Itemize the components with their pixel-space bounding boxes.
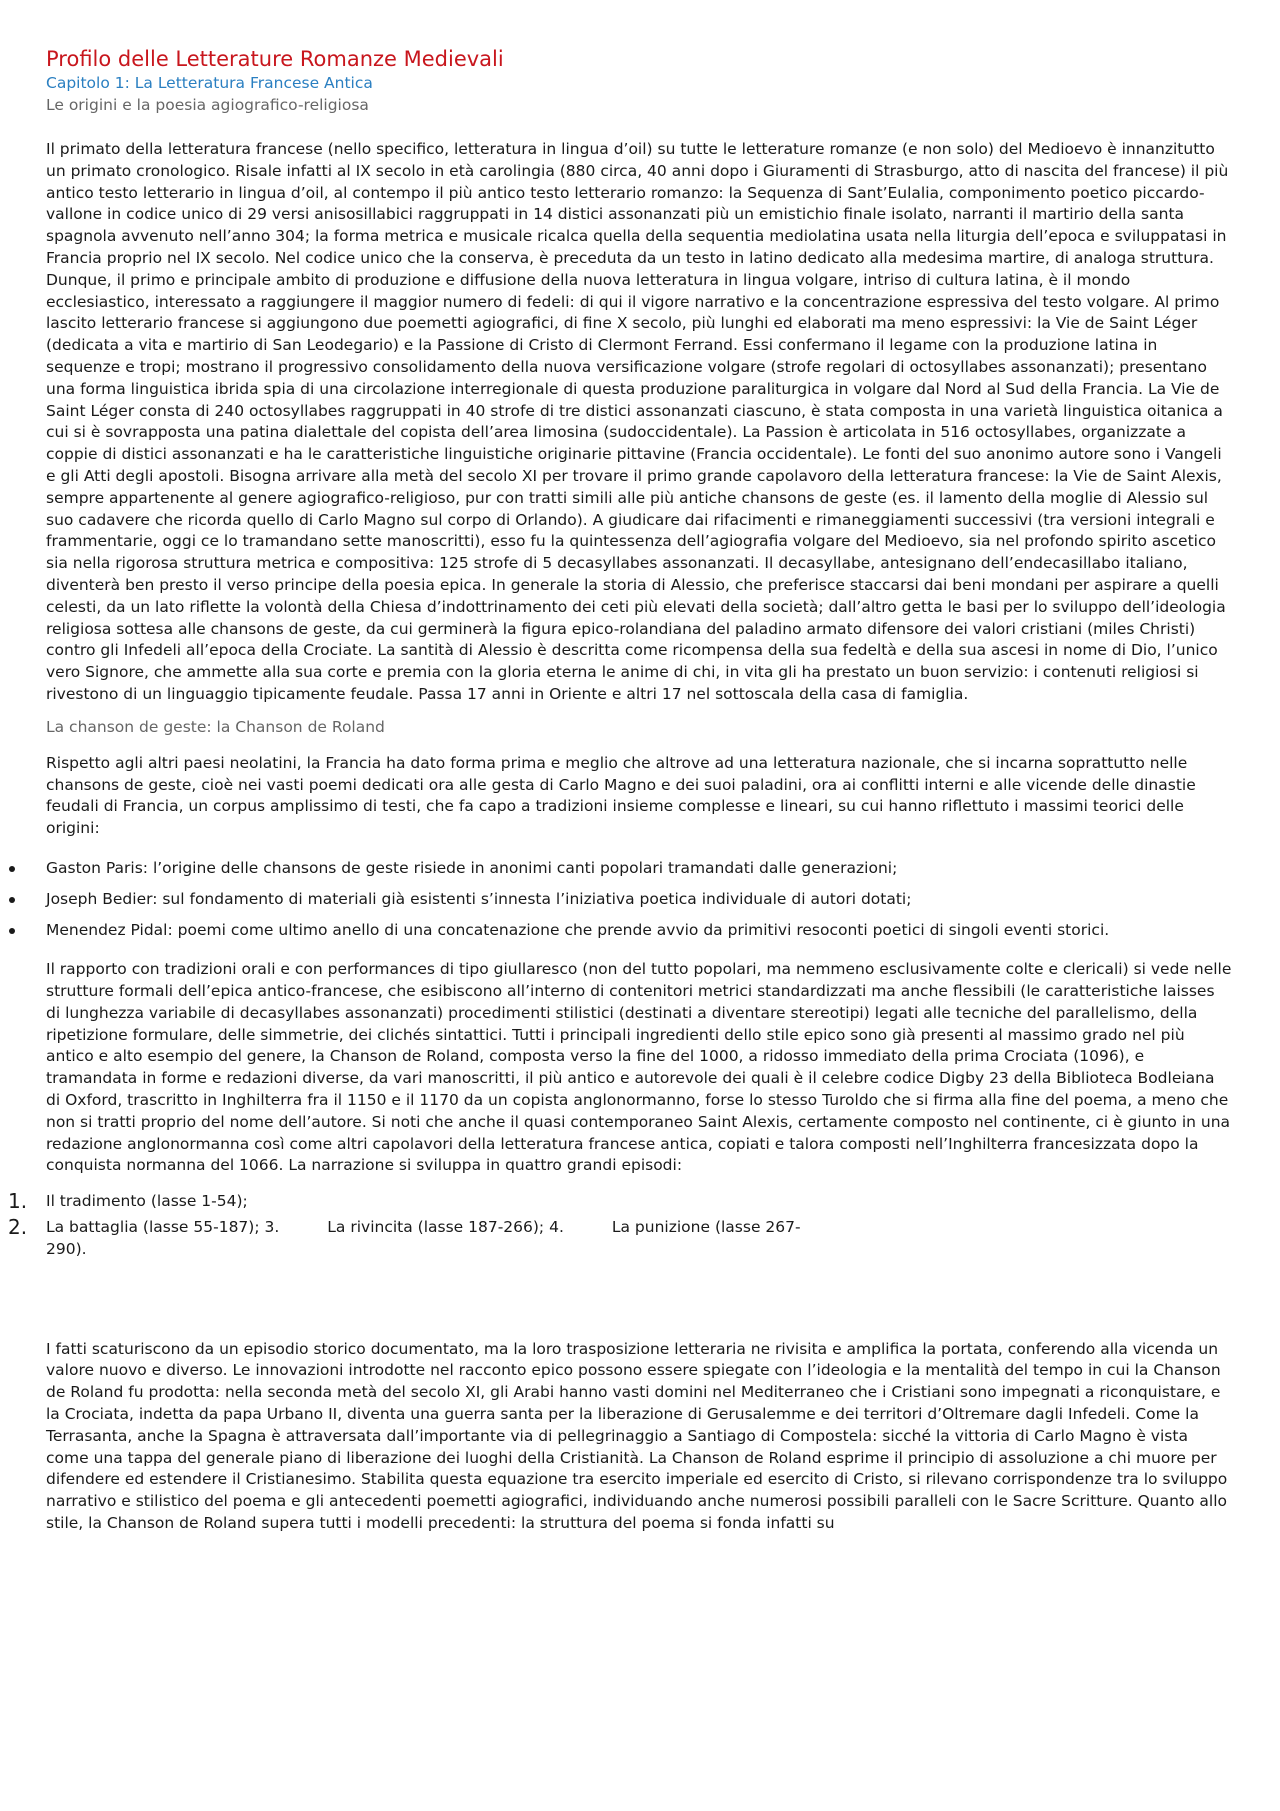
list-item-text: Menendez Pidal: poemi come ultimo anello di una concatenazione che prende avvio da primitivi resoconti poetici di singoli eventi storici. [46, 920, 1110, 939]
paragraph-chanson-intro: Rispetto agli altri paesi neolatini, la Francia ha dato forma prima e meglio che altrove ad una letteratura nazionale, che si incarna soprattutto nelle chansons de geste, cioè nei vasti poemi dedicati ora alle gesta di Carlo Magno e dei suoi paladini, ora ai conflitti interni e alle vicende delle dinastie feudali di Francia, un corpus amplissimo di testi, che fa capo a tradizioni insieme complesse e lineari, su cui hanno riflettuto i massimi teorici delle origini: [46, 753, 1196, 838]
list-item [46, 858, 1232, 880]
episode-text: 290). [46, 1239, 87, 1258]
chapter-heading: Capitolo 1: La Letteratura Francese Antica [46, 74, 373, 92]
document-content [8, 46, 1232, 1535]
list-item [46, 920, 1232, 942]
episodes-list [8, 1189, 1232, 1260]
paragraph-oral-tradition: Il rapporto con tradizioni orali e con performances di tipo giullaresco (non del tutto popolari, ma nemmeno esclusivamente colte e clericali) si vede nelle strutture formali dell’epica antico-francese, che esibiscono all’interno di contenitori metrici standardizzati ma anche flessibili (le caratteristiche laisses di lunghezza variabile di decasyllabes assonanzati) procedimenti stilistici (destinati a diventare stereotipi) legati alle tecniche del parallelismo, della ripetizione formulare, delle simmetrie, dei clichés sintattici. Tutti i principali ingredienti dello stile epico sono già presenti al massimo grado nel più antico e alto esempio del genere, la Chanson de Roland, composta verso la fine del 1000, a ridosso immediato della prima Crociata (1096), e tramandata in forme e redazioni diverse, da vari manoscritti, il più antico e autorevole dei quali è il celebre codice Digby 23 della Biblioteca Bodleiana di Oxford, trascritto in Inghilterra fra il 1150 e il 1170 da un copista anglonormanno, forse lo stesso Turoldo che si firma alla fine del poema, a meno che non si tratti proprio del nome dell’autore. Si noti che anche il quasi contemporaneo Saint Alexis, certamente composto nel continente, ci è giunto in una redazione anglonormanna così come altri capolavori della letteratura francese antica, copiati e talora composti nell’Inghilterra francesizzata dopo la conquista normanna del 1066. La narrazione si sviluppa in quattro grandi episodi: [46, 960, 1232, 1175]
theorists-list [46, 858, 1232, 941]
list-item-text: Gaston Paris: l’origine delle chansons de geste risiede in anonimi canti popolari tramandati dalle generazioni; [46, 858, 898, 877]
episode-text: La battaglia (lasse 55-187); 3. [46, 1218, 280, 1237]
paragraph-origins: Il primato della letteratura francese (nello specifico, letteratura in lingua d’oil) su tutte le letterature romanze (e non solo) del Medioevo è innanzitutto un primato cronologico. Risale infatti al IX secolo in età carolingia (880 circa, 40 anni dopo i Giuramenti di Strasburgo, atto di nascita del francese) il più antico testo letterario in lingua d’oil, al contempo il più antico testo letterario romanzo: la Sequenza di Sant’Eulalia, componimento poetico piccardo-vallone in codice unico di 29 versi anisosillabici raggruppati in 14 distici assonanzati più un emistichio finale isolato, narranti il martirio della santa spagnola avvenuto nell’anno 304; la forma metrica e musicale ricalca quella della sequentia mediolatina usata nella liturgia dell’epoca e sviluppatasi in Francia proprio nel IX secolo. Nel codice unico che la conserva, è preceduta da un testo in latino dedicato alla medesima martire, di analoga struttura. Dunque, il primo e principale ambito di produzione e diffusione della nuova letteratura in lingua volgare, intriso di cultura latina, è il mondo ecclesiastico, interessato a raggiungere il maggior numero di fedeli: di qui il vigore narrativo e la concentrazione espressiva del testo volgare. Al primo lascito letterario francese si aggiungono due poemetti agiografici, di fine X secolo, più lunghi ed elaborati ma meno espressivi: la Vie de Saint Léger (dedicata a vita e martirio di San Leodegario) e la Passione di Cristo di Clermont Ferrand. Essi confermano il legame con la produzione latina in sequenze e tropi; mostrano il progressivo consolidamento della nuova versificazione volgare (strofe regolari di octosyllabes assonanzati); presentano una forma linguistica ibrida spia di una circolazione interregionale di questa produzione paraliturgica in volgare dal Nord al Sud della Francia. La Vie de Saint Léger consta di 240 octosyllabes raggruppati in 40 strofe di tre distici assonanzati ciascuno, è stata composta in una varietà linguistica oitanica a cui si è sovrapposta una patina dialettale del copista dell’area limosina (sudoccidentale). La Passion è articolata in 516 octosyllabes, organizzate a coppie di distici assonanzati e ha le caratteristiche linguistiche originarie pittavine (Francia occidentale). Le fonti del suo anonimo autore sono i Vangeli e gli Atti degli apostoli. Bisogna arrivare alla metà del secolo XI per trovare il primo grande capolavoro della letteratura francese: la Vie de Saint Alexis, sempre appartenente al genere agiografico-religioso, pur con tratti simili alle più antiche chansons de geste (es. il lamento della moglie di Alessio sul suo cadavere che ricorda quello di Carlo Magno sul corpo di Orlando). A giudicare dai rifacimenti e rimaneggiamenti successivi (tra versioni integrali e frammentarie, oggi ce lo tramandano sette manoscritti), esso fu la quintessenza dell’agiografia volgare del Medioevo, sia nel profondo spirito ascetico sia nella rigorosa struttura metrica e compositiva: 125 strofe di 5 decasyllabes assonanzati. Il decasyllabe, antesignano dell’endecasillabo italiano, diventerà ben presto il verso principe della poesia epica. In generale la storia di Alessio, che preferisce staccarsi dai beni mondani per aspirare a quelli celesti, da un lato riflette la volontà della Chiesa d’indottrinamento dei ceti più elevati della società; dall’altro getta le basi per lo sviluppo dell’ideologia religiosa sottesa alle chansons de geste, da cui germinerà la figura epico-rolandiana del paladino armato difensore dei valori cristiani (miles Christi) contro gli Infedeli all’epoca della Crociate. La santità di Alessio è descritta come ricompensa della sua fedeltà e della sua ascesi in nome di Dio, l’unico vero Signore, che ammette alla sua corte e premia con la gloria eterna le anime di chi, in vita gli ha prestato un buon servizio: i contenuti religiosi si rivestono di un linguaggio tipicamente feudale. Passa 17 anni in Oriente e altri 17 nel sottoscala della casa di famiglia. [46, 140, 1229, 703]
bullet-icon [9, 866, 15, 872]
list-item [46, 889, 1232, 911]
document-title: Profilo delle Letterature Romanze Medievali [46, 47, 504, 71]
section-subtitle: Le origini e la poesia agiografico-religiosa [46, 96, 369, 114]
bullet-icon [9, 928, 15, 934]
episode-text: Il tradimento (lasse 1-54); [46, 1192, 248, 1211]
list-number: 2. [8, 1215, 28, 1240]
episode-text: La punizione (lasse 267- [611, 1218, 801, 1237]
list-item [8, 1215, 1232, 1261]
list-number: 1. [8, 1189, 28, 1214]
bullet-icon [9, 897, 15, 903]
list-item-text: Joseph Bedier: sul fondamento di materiali già esistenti s’innesta l’iniziativa poetica individuale di autori dotati; [46, 889, 912, 908]
section-heading-chanson: La chanson de geste: la Chanson de Roland [46, 717, 385, 736]
list-item [8, 1189, 1232, 1214]
episode-text: La rivincita (lasse 187-266); 4. [327, 1218, 564, 1237]
paragraph-historical-context: I fatti scaturiscono da un episodio storico documentato, ma la loro trasposizione letteraria ne rivisita e amplifica la portata, conferendo alla vicenda un valore nuovo e diverso. Le innovazioni introdotte nel racconto epico possono essere spiegate con l’ideologia e la mentalità del tempo in cui la Chanson de Roland fu prodotta: nella seconda metà del secolo XI, gli Arabi hanno vasti domini nel Mediterraneo che i Cristiani sono impegnati a riconquistare, e la Crociata, indetta da papa Urbano II, diventa una guerra santa per la liberazione di Gerusalemme e dei territori d’Oltremare dagli Infedeli. Come la Terrasanta, anche la Spagna è attraversata dall’importante via di pellegrinaggio a Santiago di Compostela: sicché la vittoria di Carlo Magno è vista come una tappa del generale piano di liberazione dei luoghi della Cristianità. La Chanson de Roland esprime il principio di assoluzione a chi muore per difendere ed estendere il Cristianesimo. Stabilita questa equazione tra esercito imperiale ed esercito di Cristo, si rilevano corrispondenze tra lo sviluppo narrativo e stilistico del poema e gli antecedenti poemetti agiografici, individuando anche numerosi possibili paralleli con le Sacre Scritture. Quanto allo stile, la Chanson de Roland supera tutti i modelli precedenti: la struttura del poema si fonda infatti su [46, 1339, 1228, 1533]
